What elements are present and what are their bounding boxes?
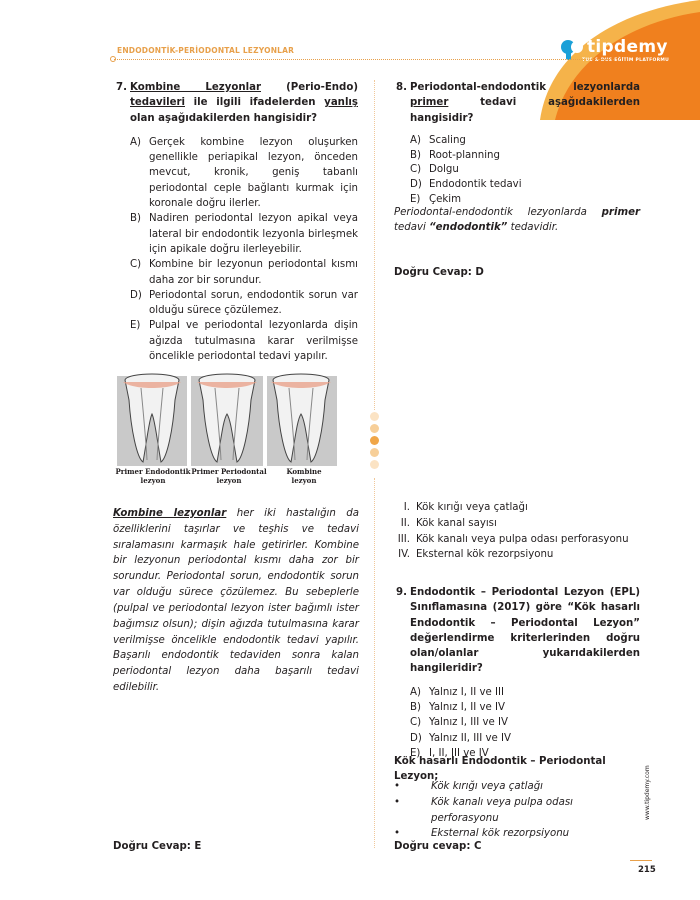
q7-stem-part: tedavileri: [130, 97, 185, 109]
q8-explanation-part: primer: [601, 207, 640, 218]
q9-number: 9.: [396, 587, 407, 598]
q9-bullet: [394, 779, 640, 795]
bullet-icon: •: [394, 781, 401, 792]
option-letter: E): [410, 194, 421, 206]
q9-option-b[interactable]: [410, 700, 640, 715]
q8-explanation: [394, 205, 640, 236]
statement-text: Kök kırığı veya çatlağı: [416, 502, 528, 513]
q7-stem-part: Kombine Lezyonlar: [130, 82, 261, 93]
option-text: Dolgu: [429, 164, 459, 176]
bullet-icon: •: [394, 828, 401, 840]
q7-option-d[interactable]: [130, 288, 358, 319]
option-letter: D): [410, 732, 422, 744]
option-text: I, II, III ve IV: [429, 747, 489, 759]
q8-explanation-part: tedavi: [394, 222, 430, 234]
q8-explanation-part: “endodontik”: [429, 222, 508, 234]
q7-number: 7.: [116, 82, 127, 93]
q7-options: [130, 135, 358, 364]
q9-explanation-title: Kök hasarlı Endodontik – Periodontal Lezyon;: [394, 756, 606, 783]
q8-stem-part: tedavi aşağıdakilerden hangisidir?: [410, 97, 640, 124]
option-text: Çekim: [429, 194, 462, 206]
q9-answer: Doğru cevap: C: [394, 841, 482, 852]
bullet-text: Eksternal kök rezorpsiyonu: [431, 828, 570, 840]
option-letter: D): [130, 289, 142, 301]
tooth-diagrams-image: [113, 370, 341, 466]
q7-answer: Doğru Cevap: E: [113, 841, 202, 852]
option-text: Kombine bir lezyonun periodontal kısmı daha zor bir sorundur.: [149, 259, 358, 286]
q9-option-d[interactable]: [410, 731, 640, 746]
option-text: Scaling: [429, 134, 466, 146]
page-number-bar: [630, 860, 652, 861]
statement-text: Kök kanal sayısı: [416, 517, 497, 529]
q8-stem-part: Periodontal-endodontik lezyonlarda: [410, 82, 640, 93]
q9-option-a[interactable]: [410, 685, 640, 700]
q8-explanation-part: Periodontal-endodontik lezyonlarda: [394, 207, 602, 218]
q7-stem-part: (Perio-Endo): [260, 82, 359, 93]
tipdemy-logo[interactable]: [560, 34, 670, 66]
lesion-figure: [113, 370, 341, 488]
option-letter: C): [410, 717, 422, 729]
column-divider-lower: [374, 478, 375, 848]
q7-option-b[interactable]: [130, 211, 358, 257]
brand-tagline: TUS & DUS EĞİTİM PLATFORMU: [582, 58, 670, 63]
figure-caption-primary-endo: Primer Endodontik lezyon: [115, 467, 191, 485]
q7-stem-part: ile ilgili ifadelerden: [185, 97, 325, 109]
q9-statement: [388, 532, 638, 548]
header-divider: [114, 59, 614, 60]
q9-stem: [396, 585, 640, 677]
q8-number: 8.: [396, 82, 407, 93]
statement-text: Kök kanalı veya pulpa odası perforasyonu: [416, 533, 629, 545]
option-letter: B): [410, 149, 421, 161]
q8-options: [410, 134, 640, 208]
q8-answer: Doğru Cevap: D: [394, 267, 484, 278]
bullet-icon: •: [394, 796, 401, 808]
option-letter: B): [410, 702, 421, 714]
q9-option-c[interactable]: [410, 715, 640, 730]
bullet-text: Kök kanalı veya pulpa odası perforasyonu: [431, 796, 574, 824]
q7-option-c[interactable]: [130, 257, 358, 288]
statement-number: I.: [403, 502, 410, 513]
page-number: 215: [638, 865, 656, 875]
option-letter: A): [410, 134, 421, 146]
question-9: [396, 585, 640, 761]
question-8: [396, 80, 640, 208]
column-divider-dots: [370, 412, 380, 472]
q8-option-b[interactable]: [410, 149, 640, 164]
side-url[interactable]: www.tipdemy.com: [644, 765, 651, 820]
column-divider: [374, 80, 375, 410]
option-text: Root-planning: [429, 149, 500, 161]
q9-stem-text: Endodontik – Periodontal Lezyon (EPL) Sınıflamasına (2017) göre “Kök hasarlı Endodontik – Periodontal Lezyon” değerlendirme kriterlerinden doğru olan/olanlar yukarıdakilerden hangileridir?: [410, 587, 640, 675]
q9-options: [410, 685, 640, 761]
option-letter: C): [130, 259, 142, 271]
option-letter: A): [130, 136, 141, 148]
q9-explanation-list: [394, 779, 640, 842]
q9-statements: [388, 500, 638, 563]
q7-option-e[interactable]: [130, 318, 358, 364]
q7-stem: [116, 80, 359, 126]
option-text: Pulpal ve periodontal lezyonlarda dişin ağızda tutulmasına karar verilmişse öncelikle periodontal tedavi yapılır.: [149, 320, 358, 363]
statement-number: III.: [397, 533, 410, 545]
brand-mark-icon: [560, 38, 586, 60]
q8-stem: [396, 80, 640, 126]
question-7: [116, 80, 359, 364]
q9-statement: [388, 547, 638, 563]
figure-caption-primary-perio: Primer Periodontal lezyon: [191, 467, 267, 485]
option-text: Periodontal sorun, endodontik sorun var olduğu sürece çözülemez.: [149, 289, 358, 317]
statement-number: II.: [400, 517, 410, 529]
option-text: Yalnız I, II ve IV: [429, 702, 506, 714]
q8-option-a[interactable]: [410, 134, 640, 149]
brand-name: tipdemy: [587, 37, 668, 57]
q7-option-a[interactable]: [130, 135, 358, 211]
q9-statement: [388, 516, 638, 532]
option-text: Gerçek kombine lezyon oluşurken genellikle periapikal lezyon, önceden mevcut, kronik, geniş tabanlı periodontal ceple bağlantı kurmak için koronale doğru ilerler.: [149, 136, 358, 210]
option-text: Yalnız I, II ve III: [429, 686, 505, 698]
option-letter: C): [410, 164, 422, 176]
q7-explanation: [113, 506, 359, 696]
bullet-text: Kök kırığı veya çatlağı: [431, 781, 543, 792]
option-text: Endodontik tedavi: [429, 179, 522, 191]
q8-explanation-part: tedavidir.: [507, 222, 559, 234]
figure-caption-combined: Kombine lezyon: [286, 467, 322, 485]
statement-text: Eksternal kök rezorpsiyonu: [416, 549, 554, 561]
q7-stem-part: olan aşağıdakilerden hangisidir?: [130, 112, 318, 124]
q7-stem-part: yanlış: [324, 97, 358, 109]
option-letter: D): [410, 179, 422, 191]
section-title: ENDODONTİK-PERİODONTAL LEZYONLAR: [117, 46, 295, 55]
option-text: Yalnız II, III ve IV: [429, 732, 512, 744]
option-text: Nadiren periodontal lezyon apikal veya lateral bir endodontik lezyonla birleşmek için apikale doğru ilerleyebilir.: [149, 213, 358, 255]
option-letter: E): [130, 320, 141, 332]
q7-explanation-lead: Kombine lezyonlar: [113, 508, 227, 519]
q7-explanation-text: her iki hastalığın da özelliklerini taşırlar ve teşhis ve tedavi sıralamasını karmaşık hale getirirler. Kombine bir lezyonun periodontal kısmı daha zor bir sorundur. Periodontal sorun, endodontik sorun var olduğu sürece çözülemez. Bu sebeplerle (pulpal ve periodontal lezyon ister bağımlı ister bağımsız olsun); dişin ağızda tutulmasına karar verilmişse öncelikle endodontik tedavi yapılır. Başarılı endodontik tedaviden sonra kalan periodontal lezyon daha başarılı tedavi edilebilir.: [113, 508, 360, 693]
statement-number: IV.: [398, 549, 410, 561]
option-letter: A): [410, 686, 421, 698]
q8-option-c[interactable]: [410, 163, 640, 178]
option-text: Yalnız I, III ve IV: [429, 717, 509, 729]
q9-bullet: [394, 795, 640, 827]
option-letter: B): [130, 213, 141, 225]
option-letter: E): [410, 747, 421, 759]
q9-statement: [388, 500, 638, 516]
q8-option-d[interactable]: [410, 178, 640, 193]
q8-stem-part: primer: [410, 97, 449, 109]
